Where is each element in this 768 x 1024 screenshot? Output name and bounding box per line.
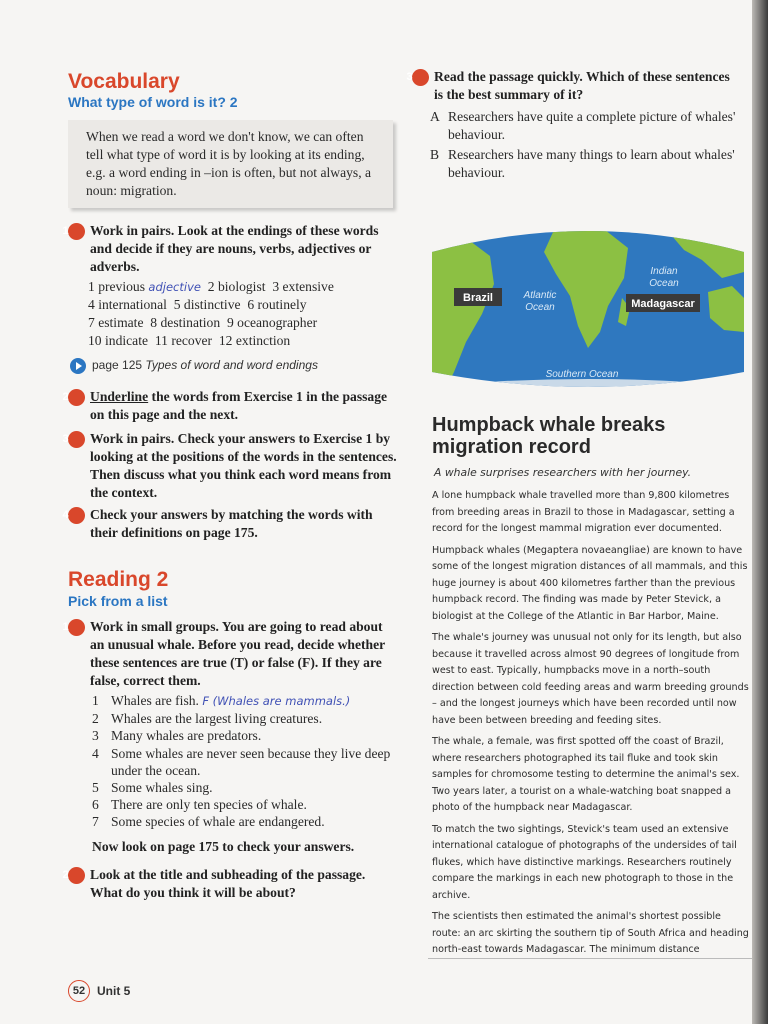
- reading-heading: Reading 2: [68, 568, 169, 591]
- book-spine: [752, 0, 768, 1024]
- page-number: 52: [68, 980, 90, 1002]
- madagascar-label: Madagascar: [631, 298, 695, 310]
- article-title: Humpback whale breaks migration record: [432, 414, 666, 458]
- vocab-exercise-4: [62, 506, 398, 542]
- check-answers-text: Now look on page 175 to check your answers.: [92, 839, 355, 854]
- option-item: A Researchers have quite a complete picture of whales' behaviour.: [430, 109, 736, 142]
- atlantic-label-1: Atlantic: [523, 290, 557, 301]
- page-reference: [70, 358, 318, 374]
- statement-item: 6 There are only ten species of whale.: [92, 797, 307, 813]
- article-body: [432, 488, 750, 964]
- tip-box: [68, 120, 393, 208]
- article-paragraph: Humpback whales (Megaptera novaeangliae) are known to have some of the longest migration distances of all mammals, and this huge journey is about 400 kilometres farther than the previous humpback record. The finding was made by Peter Stevick, a biologist at the College of the Atlantic in Bar Harbor, Maine.: [432, 544, 748, 622]
- statement-item: 5 Some whales sing.: [92, 780, 213, 796]
- reading-exercise-1-text: Work in small groups. You are going to read about an unusual whale. Before you read, decide whether these sentences are true (T) or false (F). If they are false, correct them.: [90, 619, 385, 688]
- tip-text: When we read a word we don't know, we can often tell what type of word it is by looking at its ending, e.g. a word ending in –ion is often, but not always, a noun: migration.: [86, 129, 372, 198]
- reading-exercise-2-text: Look at the title and subheading of the passage. What do you think it will be about?: [90, 867, 366, 900]
- reading-exercise-3: [406, 68, 732, 104]
- vocab-exercise-2-text: the words from Exercise 1 in the passage on this page and the next.: [90, 389, 388, 422]
- exercise-number-badge: 2: [68, 867, 85, 884]
- exercise-number-badge: 3: [412, 69, 429, 86]
- handwritten-answer: adjective: [148, 280, 201, 294]
- reading-exercise-2: [62, 866, 398, 902]
- statement-item: 7 Some species of whale are endangered.: [92, 814, 325, 830]
- vocab-exercise-2: [62, 388, 398, 424]
- vocab-exercise-1: [62, 222, 398, 276]
- handwritten-answer: F (Whales are mammals.): [202, 694, 351, 708]
- underline-word: Underline: [90, 389, 149, 404]
- exercise-number-badge: 3: [68, 431, 85, 448]
- article-subtitle: A whale surprises researchers with her journey.: [434, 466, 692, 479]
- article-paragraph: The whale, a female, was first spotted off the coast of Brazil, where researchers photographed its tail fluke and took skin samples for chromosome testing to determine the animal's sex. Two years later, a tourist on a whale-watching boat snapped a photo of the humpback near Madagascar.: [432, 736, 740, 813]
- play-arrow-icon: [70, 358, 86, 374]
- vocabulary-subheading: What type of word is it? 2: [68, 94, 238, 110]
- exercise-number-badge: 2: [68, 389, 85, 406]
- vocab-exercise-4-text: Check your answers by matching the words with their definitions on page 175.: [90, 507, 373, 540]
- word-row: 4 international 5 distinctive 6 routinely: [88, 297, 307, 312]
- southern-ocean-label: Southern Ocean: [545, 369, 619, 380]
- statement-item: 2 Whales are the largest living creatures.: [92, 711, 323, 727]
- vocab-exercise-3: [62, 430, 398, 502]
- exercise-number-badge: 1: [68, 223, 85, 240]
- article-paragraph: A lone humpback whale travelled more than 9,800 kilometres from breeding areas in Brazil to those in Madagascar, setting a record for the longest mammal migration ever documented.: [432, 490, 735, 534]
- summary-options: [430, 108, 738, 184]
- exercise-number-badge: 4: [68, 507, 85, 524]
- article-divider: [428, 958, 752, 959]
- exercise-number-badge: 1: [68, 619, 85, 636]
- statement-item: 4 Some whales are never seen because they live deep under the ocean.: [92, 745, 391, 778]
- vocab-exercise-3-text: Work in pairs. Check your answers to Exercise 1 by looking at the positions of the words in the sentences. Then discuss what you think each word means from the context.: [90, 431, 397, 500]
- statement-item: 3 Many whales are predators.: [92, 728, 262, 744]
- article-paragraph: The whale's journey was unusual not only for its length, but also because it travelled across almost 90 degrees of longitude from west to east. Typically, humpbacks move in a north–south direction between cold feeding areas and warm breeding grounds – and the longest journeys which have been recorded until now have been between breeding and feeding sites.: [432, 632, 749, 726]
- migration-map: [432, 222, 744, 392]
- article-paragraph: To match the two sightings, Stevick's team used an extensive international catalogue of photographs of the undersides of tail flukes, which have distinctive markings. Researchers routinely compare the markings in each new photograph to those in the archive.: [432, 823, 737, 901]
- atlantic-label-2: Ocean: [525, 302, 555, 313]
- reading-subheading: Pick from a list: [68, 593, 168, 609]
- antarctica-land: [432, 379, 744, 392]
- article-paragraph: The scientists then estimated the animal's shortest possible route: an arc skirting the southern tip of South Africa and heading north-east towards Madagascar. The minimum distance: [432, 911, 749, 955]
- page-footer: [68, 980, 130, 1002]
- word-row: 10 indicate 11 recover 12 extinction: [88, 333, 291, 348]
- option-item: B Researchers have many things to learn about whales' behaviour.: [430, 147, 735, 180]
- reference-topic: Types of word and word endings: [145, 358, 318, 373]
- reference-page: page 125: [92, 358, 143, 373]
- word-list: [88, 278, 334, 350]
- true-false-list: [92, 692, 411, 831]
- word-row: 7 estimate 8 destination 9 oceanographer: [88, 315, 318, 330]
- reading-exercise-1: [62, 618, 398, 690]
- statement-item: 1 Whales are fish. F (Whales are mammals.): [92, 693, 351, 708]
- word-row: 1 previous adjective 2 biologist 3 extensive: [88, 279, 334, 294]
- brazil-label: Brazil: [463, 292, 493, 304]
- unit-label: Unit 5: [97, 984, 131, 998]
- reading-exercise-3-text: Read the passage quickly. Which of these sentences is the best summary of it?: [434, 69, 730, 102]
- indian-label-2: Ocean: [649, 278, 679, 289]
- vocab-exercise-1-text: Work in pairs. Look at the endings of these words and decide if they are nouns, verbs, adjectives or adverbs.: [90, 223, 379, 274]
- vocabulary-heading: Vocabulary: [68, 70, 180, 93]
- indian-label-1: Indian: [650, 266, 678, 277]
